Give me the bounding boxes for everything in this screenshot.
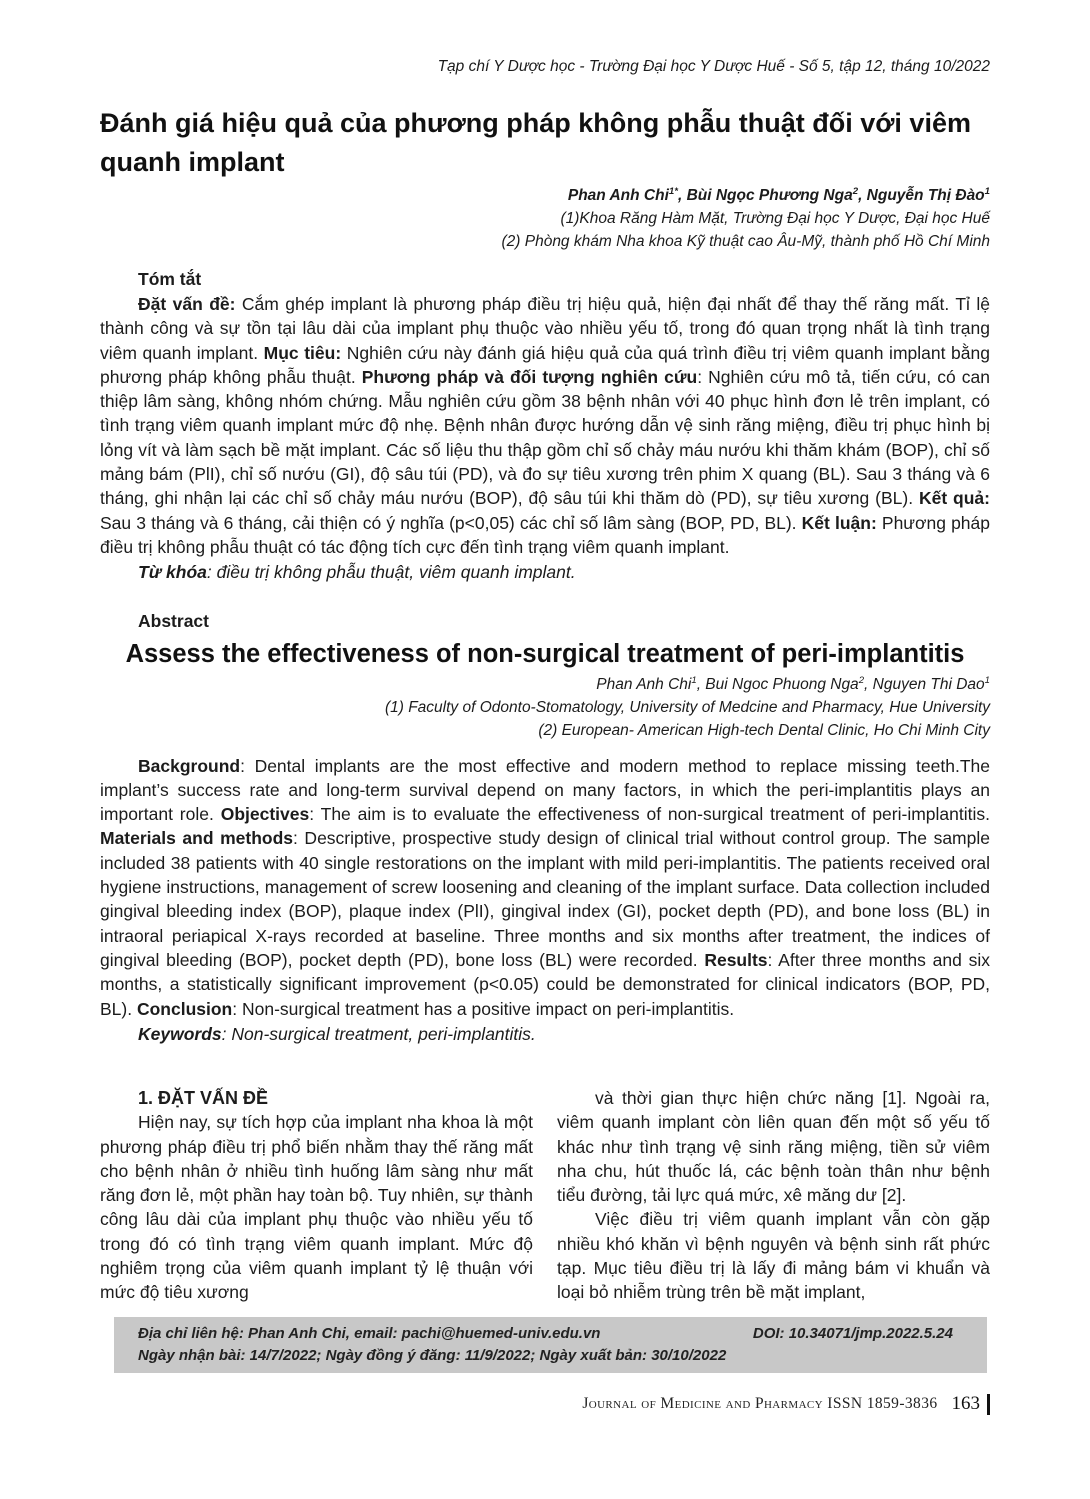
abstract-en-text: Background: Dental implants are the most effective and modern method to replace missing teeth.The implant’s success rate and long-term survival depend on many factors, in which the peri-implantitis plays an important role. Objectives: The aim is to evaluate the effectiveness of non-surgical treatment of peri-implantitis. Materials and methods: Descriptive, prospective study design of clinical trial without control group. The sample included 38 patients with 40 single restorations on the implant with mild peri-implantitis. The patients received oral hygiene instructions, management of screw loosening and cleaning of the implant surface. Data collection included gingival bleeding index (BOP), plaque index (PlI), gingival index (GI), pocket depth (PD), and bone loss (BL) in intraoral periapical X-rays recorded at baseline. Three months and six months after treatment, the indices of gingival bleeding (BOP), pocket depth (PD), bone loss (BL) were recorded. Results: After three months and six months, a statistically significant improvement (p<0.05) could be demonstrated for clinical indicators (BOP, PD, BL). Conclusion: Non-surgical treatment has a positive impact on peri-implantitis. bbox=[100, 755, 990, 1019]
intro-right-paragraph-2: Việc điều trị viêm quanh implant vẫn còn gặp nhiều khó khăn vì bệnh nguyên và bệnh sinh rất phức tạp. Mục tiêu điều trị là lấy đi mảng bám vi khuẩn và loại bỏ nhiễm trùng trên bề mặt implant, bbox=[557, 1209, 990, 1303]
affiliation-en-2: (2) European- American High-tech Dental Clinic, Ho Chi Minh City bbox=[538, 721, 990, 739]
contact-address: Địa chỉ liên hệ: Phan Anh Chi, email: pachi@huemed-univ.edu.vn bbox=[138, 1325, 601, 1342]
article-title-en: Assess the effectiveness of non-surgical treatment of peri-implantitis bbox=[125, 639, 965, 668]
footer-journal-name: Journal of Medicine and Pharmacy ISSN 1859-3836 bbox=[582, 1395, 938, 1412]
intro-column-right bbox=[557, 1086, 990, 1305]
affiliation-vi-2: (2) Phòng khám Nha khoa Kỹ thuật cao Âu-Mỹ, thành phố Hồ Chí Minh bbox=[501, 233, 990, 250]
authors-en: Phan Anh Chi$^1$, Bui Ngoc Phuong Nga$^2$, Nguyen Thi Dao$^1$ bbox=[596, 674, 990, 693]
intro-heading: 1. ĐẶT VẤN ĐỀ bbox=[138, 1088, 269, 1108]
abstract-vi-text: Đặt vấn đề: Cắm ghép implant là phương pháp điều trị hiệu quả, hiện đại nhất để thay thế răng mất. Tỉ lệ thành công và sự tồn tại lâu dài của implant phụ thuộc vào nhiều yếu tố, trong đó quan trọng nhất là tình trạng viêm quanh implant. Mục tiêu: Nghiên cứu này đánh giá hiệu quả của quá trình điều trị viêm quanh implant bằng phương pháp không phẫu thuật. Phương pháp và đối tượng nghiên cứu: Nghiên cứu mô tả, tiến cứu, có can thiệp lâm sàng, không nhóm chứng. Mẫu nghiên cứu gồm 38 bệnh nhân với 40 phục hình đơn lẻ trên implant, có tình trạng viêm quanh implant mức độ nhẹ. Bệnh nhân được hướng dẫn vệ sinh răng miệng, điều trị phục hình bị lỏng vít và làm sạch bề mặt implant. Các số liệu thu thập gồm chỉ số chảy máu nướu khi thăm khám (BOP), chỉ số mảng bám (PlI), chỉ số nướu (GI), độ sâu túi (PD), và đo sự tiêu xương trên phim X quang (BL). Sau 3 tháng và 6 tháng, ghi nhận lại các chỉ số chảy máu nướu (BOP), độ sâu túi khi thăm dò (PD), sự tiêu xương (BL). Kết quả: Sau 3 tháng và 6 tháng, cải thiện có ý nghĩa (p<0,05) các chỉ số lâm sàng (BOP, PD, BL). Kết luận: Phương pháp điều trị không phẫu thuật có tác động tích cực đến tình trạng viêm quanh implant. bbox=[100, 294, 990, 557]
contact-info-box bbox=[114, 1317, 987, 1373]
footer-divider-bar bbox=[987, 1394, 990, 1415]
authors-vi: Phan Anh Chi$^{1*}$, Bùi Ngọc Phương Nga$^2$, Nguyễn Thị Đào$^1$ bbox=[567, 185, 990, 204]
intro-column-left bbox=[100, 1086, 533, 1305]
affiliation-en-1: (1) Faculty of Odonto-Stomatology, University of Medcine and Pharmacy, Hue University bbox=[384, 698, 990, 716]
byline-en bbox=[100, 673, 990, 742]
intro-right-paragraph-1: và thời gian thực hiện chức năng [1]. Ngoài ra, viêm quanh implant còn liên quan đến một số yếu tố khác như tình trạng vệ sinh răng miệng, tiền sử viêm nha chu, hút thuốc lá, các bệnh toàn thân như bệnh tiểu đường, tải lực quá mức, xê măng dư [2]. bbox=[557, 1088, 990, 1206]
intro-left-paragraph: Hiện nay, sự tích hợp của implant nha khoa là một phương pháp điều trị phổ biến nhằm thay thế răng mất cho bệnh nhân ở nhiều tình huống lâm sàng như mất răng đơn lẻ, một phần hay toàn bộ. Tuy nhiên, sự thành công lâu dài của implant phụ thuộc vào nhiều yếu tố trong đó có tình trạng viêm quanh implant. Mức độ nghiêm trọng của viêm quanh implant tỷ lệ thuận với mức độ tiêu xương bbox=[100, 1112, 533, 1303]
journal-running-head: Tạp chí Y Dược học - Trường Đại học Y Dược Huế - Số 5, tập 12, tháng 10/2022 bbox=[437, 58, 990, 75]
intro-two-columns bbox=[100, 1086, 990, 1305]
article-title-vi: Đánh giá hiệu quả của phương pháp không phẫu thuật đối với viêm quanh implant bbox=[100, 108, 971, 177]
abstract-en-heading: Abstract bbox=[138, 610, 209, 631]
submission-dates: Ngày nhận bài: 14/7/2022; Ngày đồng ý đăng: 11/9/2022; Ngày xuất bản: 30/10/2022 bbox=[138, 1347, 727, 1364]
abstract-vi-heading: Tóm tắt bbox=[138, 269, 202, 289]
byline-vi bbox=[100, 185, 990, 253]
keywords-en: Keywords: Non-surgical treatment, peri-implantitis. bbox=[138, 1023, 536, 1044]
contact-row bbox=[138, 1323, 953, 1345]
page-number: 163 bbox=[951, 1393, 980, 1414]
doi: DOI: 10.34071/jmp.2022.5.24 bbox=[752, 1325, 953, 1342]
keywords-vi: Từ khóa: điều trị không phẫu thuật, viêm quanh implant. bbox=[138, 562, 576, 583]
affiliation-vi-1: (1)Khoa Răng Hàm Mặt, Trường Đại học Y Dược, Đại học Huế bbox=[560, 210, 990, 227]
page-footer bbox=[582, 1393, 990, 1415]
